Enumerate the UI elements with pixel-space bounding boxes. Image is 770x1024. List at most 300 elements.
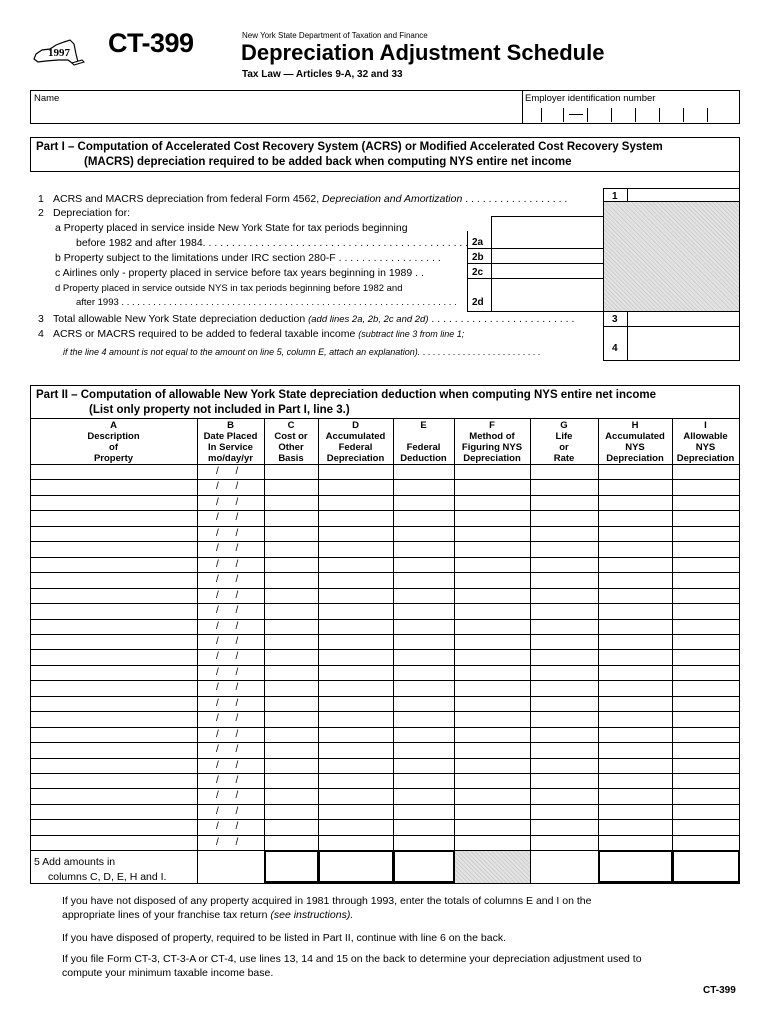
table-cell[interactable]: [394, 496, 454, 510]
table-cell[interactable]: [31, 465, 197, 479]
column-header-g-letter: G: [560, 420, 568, 431]
table-cell[interactable]: [673, 759, 739, 773]
table-cell[interactable]: [198, 666, 264, 680]
table-cell[interactable]: [31, 589, 197, 603]
table-cell[interactable]: [31, 573, 197, 587]
table-cell[interactable]: [265, 836, 318, 850]
table-cell[interactable]: [531, 620, 598, 634]
table-cell[interactable]: [319, 666, 393, 680]
total-box[interactable]: [598, 850, 673, 883]
note-2: If you have disposed of property, required to be listed in Part II, continue with line 6 on the back.: [62, 932, 506, 944]
table-cell[interactable]: [394, 712, 454, 726]
table-cell[interactable]: [455, 620, 530, 634]
table-cell[interactable]: [394, 805, 454, 819]
table-cell[interactable]: [31, 527, 197, 541]
table-cell[interactable]: [531, 697, 598, 711]
table-cell[interactable]: [599, 542, 672, 556]
table-cell[interactable]: [265, 728, 318, 742]
table-cell[interactable]: [198, 511, 264, 525]
table-cell[interactable]: [31, 542, 197, 556]
table-cell[interactable]: [394, 759, 454, 773]
table-cell[interactable]: [319, 681, 393, 695]
column-header-c: [264, 420, 318, 464]
table-cell[interactable]: [198, 712, 264, 726]
table-cell[interactable]: [31, 759, 197, 773]
table-cell[interactable]: [455, 681, 530, 695]
table-cell[interactable]: [394, 620, 454, 634]
table-cell[interactable]: [265, 743, 318, 757]
table-cell[interactable]: [31, 697, 197, 711]
table-cell[interactable]: [599, 589, 672, 603]
line5-text-cont: columns C, D, E, H and I.: [48, 871, 167, 883]
table-cell[interactable]: [394, 743, 454, 757]
table-cell[interactable]: [455, 511, 530, 525]
table-cell[interactable]: [198, 697, 264, 711]
table-cell[interactable]: [394, 558, 454, 572]
table-cell[interactable]: [599, 650, 672, 664]
table-cell[interactable]: [198, 465, 264, 479]
table-cell[interactable]: [455, 789, 530, 803]
column-header-f-l3: Depreciation: [463, 453, 521, 464]
table-cell[interactable]: [198, 558, 264, 572]
table-cell[interactable]: [455, 712, 530, 726]
table-cell[interactable]: [198, 728, 264, 742]
column-header-d-l1: Accumulated: [325, 431, 386, 442]
table-cell[interactable]: [455, 635, 530, 649]
table-cell[interactable]: [198, 650, 264, 664]
table-cell[interactable]: [673, 558, 739, 572]
table-cell[interactable]: [265, 712, 318, 726]
table-cell[interactable]: [265, 589, 318, 603]
table-cell[interactable]: [531, 743, 598, 757]
table-cell[interactable]: [31, 480, 197, 494]
line3-box-label: 3: [612, 314, 618, 325]
table-cell[interactable]: [198, 789, 264, 803]
date-separator: / /: [216, 775, 239, 786]
table-cell[interactable]: [198, 573, 264, 587]
table-cell[interactable]: [531, 542, 598, 556]
table-cell[interactable]: [673, 589, 739, 603]
table-cell[interactable]: [265, 542, 318, 556]
table-cell[interactable]: [265, 573, 318, 587]
table-cell[interactable]: [319, 712, 393, 726]
table-cell[interactable]: [531, 496, 598, 510]
table-cell[interactable]: [599, 496, 672, 510]
line4-instruction: (subtract line 3 from line 1;: [358, 329, 465, 339]
table-cell[interactable]: [319, 820, 393, 834]
table-cell[interactable]: [455, 496, 530, 510]
table-cell[interactable]: [319, 774, 393, 788]
column-header-b-l2: In Service: [208, 442, 253, 453]
table-cell[interactable]: [673, 465, 739, 479]
table-cell[interactable]: [599, 527, 672, 541]
table-cell[interactable]: [394, 650, 454, 664]
table-cell[interactable]: [198, 635, 264, 649]
table-cell[interactable]: [198, 480, 264, 494]
note-3-line2: compute your minimum taxable income base.: [62, 967, 274, 979]
date-separator: / /: [216, 512, 239, 524]
column-header-d: [318, 420, 393, 464]
table-cell[interactable]: [31, 836, 197, 850]
table-cell[interactable]: [394, 836, 454, 850]
total-box[interactable]: [672, 850, 740, 883]
table-cell[interactable]: [265, 465, 318, 479]
table-cell[interactable]: [394, 774, 454, 788]
table-cell[interactable]: [394, 728, 454, 742]
table-cell[interactable]: [265, 480, 318, 494]
line1-number: 1: [38, 193, 44, 205]
table-cell[interactable]: [673, 604, 739, 618]
date-separator: / /: [216, 527, 239, 539]
table-cell[interactable]: [319, 465, 393, 479]
table-cell[interactable]: [673, 635, 739, 649]
table-cell[interactable]: [265, 496, 318, 510]
table-cell[interactable]: [599, 789, 672, 803]
table-cell[interactable]: [673, 511, 739, 525]
table-cell[interactable]: [455, 589, 530, 603]
line2b-amount-field[interactable]: [492, 249, 602, 263]
table-cell[interactable]: [31, 604, 197, 618]
ein-field[interactable]: [523, 104, 738, 122]
table-cell[interactable]: [319, 635, 393, 649]
table-cell[interactable]: [394, 697, 454, 711]
table-cell[interactable]: [599, 697, 672, 711]
table-cell[interactable]: [265, 635, 318, 649]
table-cell[interactable]: [599, 573, 672, 587]
column-header-i-letter: I: [704, 420, 707, 431]
table-cell[interactable]: [531, 759, 598, 773]
table-cell[interactable]: [394, 789, 454, 803]
part1-title-cont: (MACRS) depreciation required to be added back when computing NYS entire net income: [84, 156, 572, 168]
table-cell[interactable]: [599, 666, 672, 680]
date-separator: / /: [216, 836, 239, 848]
note-3: [62, 953, 642, 979]
table-cell[interactable]: [394, 589, 454, 603]
table-cell[interactable]: [31, 805, 197, 819]
table-cell[interactable]: [531, 836, 598, 850]
table-cell[interactable]: [198, 805, 264, 819]
table-cell[interactable]: [599, 774, 672, 788]
table-cell[interactable]: [31, 743, 197, 757]
note-3-line1: If you file Form CT-3, CT-3-A or CT-4, use lines 13, 14 and 15 on the back to determine your depreciation adjustment used to: [62, 953, 642, 965]
table-cell[interactable]: [673, 527, 739, 541]
table-cell[interactable]: [599, 465, 672, 479]
table-cell[interactable]: [319, 697, 393, 711]
table-cell[interactable]: [531, 589, 598, 603]
table-cell[interactable]: [319, 480, 393, 494]
table-cell[interactable]: [198, 774, 264, 788]
table-cell[interactable]: [265, 789, 318, 803]
date-separator: / /: [216, 651, 239, 663]
table-cell[interactable]: [319, 511, 393, 525]
table-cell[interactable]: [455, 774, 530, 788]
table-cell[interactable]: [531, 511, 598, 525]
table-cell[interactable]: [31, 511, 197, 525]
table-cell[interactable]: [531, 604, 598, 618]
table-cell[interactable]: [673, 666, 739, 680]
table-cell[interactable]: [319, 620, 393, 634]
table-cell[interactable]: [673, 681, 739, 695]
table-cell[interactable]: [198, 681, 264, 695]
line4-amount-field[interactable]: [628, 327, 738, 360]
table-cell[interactable]: [198, 589, 264, 603]
table-cell[interactable]: [198, 759, 264, 773]
line2a-box-label: 2a: [472, 237, 484, 248]
table-cell[interactable]: [394, 604, 454, 618]
table-cell[interactable]: [394, 666, 454, 680]
table-cell[interactable]: [31, 789, 197, 803]
table-cell[interactable]: [531, 774, 598, 788]
line1-box-label: 1: [612, 191, 618, 202]
table-cell[interactable]: [319, 805, 393, 819]
column-header-a-letter: A: [110, 420, 117, 431]
table-cell[interactable]: [599, 805, 672, 819]
line4-cont: if the line 4 amount is not equal to the amount on line 5, column E, attach an explanation). . . . . . . . . . . . . . . . . . . . . . . . .: [63, 347, 541, 357]
column-header-a-l1: Description: [87, 431, 140, 442]
table-cell[interactable]: [455, 542, 530, 556]
table-cell[interactable]: [319, 589, 393, 603]
total-box[interactable]: [318, 850, 394, 883]
table-cell[interactable]: [599, 604, 672, 618]
table-cell[interactable]: [394, 820, 454, 834]
table-cell[interactable]: [599, 511, 672, 525]
table-cell[interactable]: [265, 805, 318, 819]
column-header-g-l2: or: [559, 442, 569, 453]
date-separator: / /: [216, 821, 239, 833]
table-cell[interactable]: [599, 820, 672, 834]
table-cell[interactable]: [265, 774, 318, 788]
tax-law-citation: Tax Law — Articles 9-A, 32 and 33: [242, 69, 403, 80]
line2a-cont: before 1982 and after 1984. . . . . . . . . . . . . . . . . . . . . . . . . . . . . . . . . . . . . . . . . . . . . .: [76, 237, 469, 249]
table-cell[interactable]: [531, 666, 598, 680]
line2c-box-label: 2c: [472, 267, 484, 278]
table-cell[interactable]: [394, 465, 454, 479]
table-cell[interactable]: [673, 496, 739, 510]
table-cell[interactable]: [319, 542, 393, 556]
date-separator: / /: [216, 558, 239, 570]
date-separator: / /: [216, 713, 239, 725]
table-cell[interactable]: [455, 743, 530, 757]
table-cell[interactable]: [599, 620, 672, 634]
table-cell[interactable]: [394, 681, 454, 695]
table-cell[interactable]: [31, 666, 197, 680]
table-cell[interactable]: [531, 573, 598, 587]
table-cell[interactable]: [599, 836, 672, 850]
table-cell[interactable]: [531, 820, 598, 834]
table-cell[interactable]: [319, 650, 393, 664]
table-cell[interactable]: [531, 635, 598, 649]
table-cell[interactable]: [198, 820, 264, 834]
table-cell[interactable]: [198, 527, 264, 541]
table-cell[interactable]: [673, 697, 739, 711]
table-cell[interactable]: [531, 527, 598, 541]
table-cell[interactable]: [673, 542, 739, 556]
table-cell[interactable]: [673, 650, 739, 664]
table-cell[interactable]: [531, 650, 598, 664]
table-cell[interactable]: [319, 743, 393, 757]
table-cell[interactable]: [265, 527, 318, 541]
column-header-d-letter: D: [352, 420, 359, 431]
column-header-h-l2: NYS: [625, 442, 645, 453]
column-header-i-l2: NYS: [695, 442, 716, 453]
table-cell[interactable]: [31, 820, 197, 834]
table-cell[interactable]: [31, 774, 197, 788]
table-cell[interactable]: [31, 728, 197, 742]
table-cell[interactable]: [319, 759, 393, 773]
table-cell[interactable]: [31, 496, 197, 510]
table-cell[interactable]: [265, 558, 318, 572]
table-cell[interactable]: [531, 728, 598, 742]
table-cell[interactable]: [673, 620, 739, 634]
table-cell[interactable]: [599, 635, 672, 649]
column-header-b-l3: mo/day/yr: [208, 453, 253, 464]
table-cell[interactable]: [31, 620, 197, 634]
table-cell[interactable]: [394, 573, 454, 587]
table-cell[interactable]: [455, 573, 530, 587]
form-number: CT-399: [108, 28, 194, 58]
column-header-i: [672, 420, 739, 464]
table-cell[interactable]: [455, 480, 530, 494]
line4-desc: [53, 328, 464, 340]
date-separator: / /: [216, 574, 239, 586]
table-cell[interactable]: [455, 558, 530, 572]
table-cell[interactable]: [455, 604, 530, 618]
table-cell[interactable]: [673, 805, 739, 819]
table-cell[interactable]: [673, 728, 739, 742]
column-header-c-letter: C: [287, 420, 295, 431]
table-cell[interactable]: [319, 496, 393, 510]
total-box[interactable]: [393, 850, 455, 883]
table-cell[interactable]: [531, 558, 598, 572]
table-cell[interactable]: [265, 650, 318, 664]
table-cell[interactable]: [455, 759, 530, 773]
nys-seal-logo: [28, 36, 86, 68]
table-cell[interactable]: [198, 620, 264, 634]
table-cell[interactable]: [455, 820, 530, 834]
table-cell[interactable]: [265, 511, 318, 525]
note-1-line2: appropriate lines of your franchise tax return: [62, 909, 268, 921]
line2b-desc: b Property subject to the limitations under IRC section 280-F . . . . . . . . . . . . . . . . . .: [55, 252, 441, 264]
line2a-amount-field[interactable]: [492, 217, 602, 248]
column-header-i-l3: Depreciation: [676, 453, 735, 464]
table-cell[interactable]: [265, 666, 318, 680]
total-box[interactable]: [264, 850, 319, 883]
line2d-amount-field[interactable]: [492, 279, 602, 311]
date-separator: / /: [216, 682, 239, 694]
table-cell[interactable]: [599, 759, 672, 773]
table-cell[interactable]: [319, 527, 393, 541]
table-cell[interactable]: [455, 465, 530, 479]
line3-amount-field[interactable]: [628, 312, 738, 326]
table-cell[interactable]: [265, 759, 318, 773]
date-separator: / /: [216, 728, 239, 740]
line2c-amount-field[interactable]: [492, 264, 602, 278]
table-cell[interactable]: [198, 743, 264, 757]
table-cell[interactable]: [198, 604, 264, 618]
line1-amount-field[interactable]: [628, 189, 738, 201]
table-cell[interactable]: [673, 573, 739, 587]
line2-number: 2: [38, 207, 44, 219]
line4-number: 4: [38, 328, 44, 340]
table-cell[interactable]: [394, 527, 454, 541]
table-cell[interactable]: [455, 728, 530, 742]
table-cell[interactable]: [455, 836, 530, 850]
table-cell[interactable]: [531, 681, 598, 695]
table-cell[interactable]: [319, 573, 393, 587]
table-cell[interactable]: [394, 542, 454, 556]
table-cell[interactable]: [31, 635, 197, 649]
table-cell[interactable]: [319, 789, 393, 803]
table-cell[interactable]: [673, 836, 739, 850]
table-cell[interactable]: [599, 681, 672, 695]
table-cell[interactable]: [455, 666, 530, 680]
table-cell[interactable]: [198, 496, 264, 510]
table-cell[interactable]: [673, 774, 739, 788]
table-cell[interactable]: [394, 480, 454, 494]
table-cell[interactable]: [31, 650, 197, 664]
table-cell[interactable]: [531, 712, 598, 726]
table-cell[interactable]: [198, 836, 264, 850]
part2-title-cont: (List only property not included in Part I, line 3.): [89, 404, 350, 416]
table-cell[interactable]: [319, 604, 393, 618]
column-header-f: [454, 420, 530, 464]
table-cell[interactable]: [599, 728, 672, 742]
table-cell[interactable]: [31, 681, 197, 695]
table-cell[interactable]: [599, 480, 672, 494]
table-cell[interactable]: [455, 650, 530, 664]
table-cell[interactable]: [673, 789, 739, 803]
table-cell[interactable]: [599, 712, 672, 726]
table-cell[interactable]: [394, 511, 454, 525]
table-cell[interactable]: [319, 836, 393, 850]
column-header-a-l2: of: [109, 442, 118, 453]
table-cell[interactable]: [455, 697, 530, 711]
table-cell[interactable]: [455, 805, 530, 819]
table-cell[interactable]: [319, 728, 393, 742]
name-field[interactable]: [31, 104, 521, 122]
table-cell[interactable]: [531, 480, 598, 494]
table-cell[interactable]: [599, 558, 672, 572]
table-cell[interactable]: [198, 542, 264, 556]
table-cell[interactable]: [673, 820, 739, 834]
table-cell[interactable]: [673, 480, 739, 494]
column-header-f-l2: Figuring NYS: [461, 442, 523, 453]
table-cell[interactable]: [531, 805, 598, 819]
table-cell[interactable]: [531, 465, 598, 479]
date-separator: / /: [216, 744, 239, 756]
table-cell[interactable]: [673, 712, 739, 726]
line3-text: Total allowable New York State depreciation deduction: [53, 313, 306, 325]
line1-text: ACRS and MACRS depreciation from federal Form 4562,: [53, 193, 320, 205]
table-cell[interactable]: [531, 789, 598, 803]
table-cell[interactable]: [265, 820, 318, 834]
table-cell[interactable]: [265, 697, 318, 711]
table-cell[interactable]: [265, 620, 318, 634]
table-cell[interactable]: [319, 558, 393, 572]
line2-text: Depreciation for:: [53, 207, 131, 219]
table-cell[interactable]: [455, 527, 530, 541]
table-cell[interactable]: [599, 743, 672, 757]
table-cell[interactable]: [673, 743, 739, 757]
table-cell[interactable]: [265, 604, 318, 618]
column-header-f-l1: Method of: [469, 431, 515, 442]
table-cell[interactable]: [265, 681, 318, 695]
table-cell[interactable]: [31, 712, 197, 726]
line2a-text-cont: before 1982 and after 1984.: [76, 237, 206, 249]
date-separator: / /: [216, 759, 239, 771]
table-cell[interactable]: [394, 635, 454, 649]
table-cell[interactable]: [31, 558, 197, 572]
